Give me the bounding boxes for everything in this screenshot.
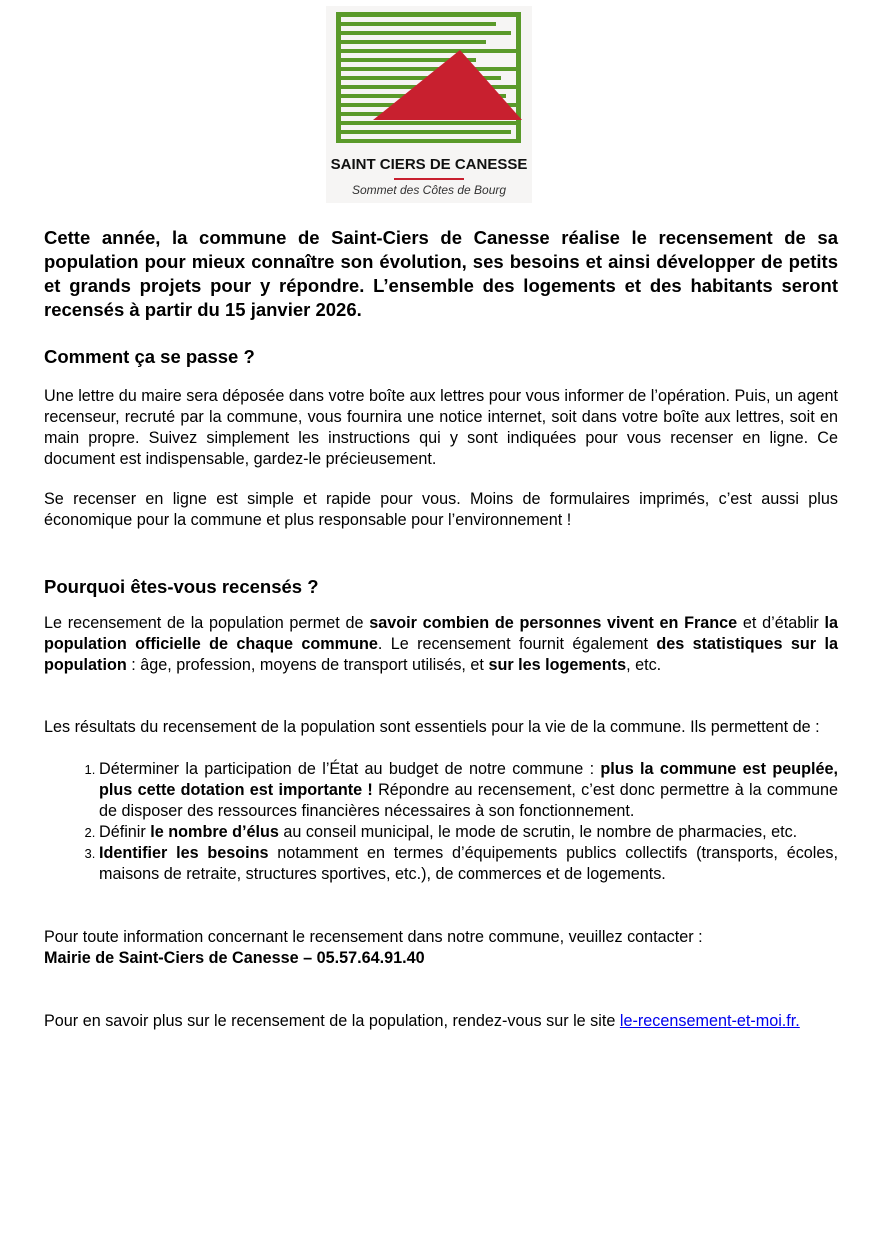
bold-span: sur les logements: [488, 656, 627, 674]
logo-commune-name: SAINT CIERS DE CANESSE: [330, 156, 528, 173]
heading-comment: Comment ça se passe ?: [44, 346, 255, 367]
logo-subtitle: Sommet des Côtes de Bourg: [351, 183, 507, 197]
text-span: , etc.: [626, 656, 662, 674]
logo-emblem: [326, 6, 532, 156]
text-span: : âge, profession, moyens de transport utilisés, et: [126, 656, 489, 674]
paragraph-contact: [44, 927, 838, 969]
bold-span: des statistiques sur la population: [44, 635, 838, 674]
paragraph-lettre: Une lettre du maire sera déposée dans votre boîte aux lettres pour vous informer de l’opération. Puis, un agent recenseur, recruté par la commune, vous fournira une notice internet, soit dans votre boîte aux lettres, soit en main propre. Suivez simplement les instructions qui y sont indiquées pour vous recenser en ligne. Ce document est indispensable, gardez-le précieusement.: [44, 387, 838, 468]
logo-underline: [394, 178, 464, 180]
text-span: Répondre au recensement, c’est donc permettre à la commune de disposer des ressources financières nécessaires à son fonctionnement.: [99, 781, 838, 820]
bold-span: la population officielle de chaque commune: [44, 614, 838, 653]
list-item: [99, 759, 838, 822]
text-span: au conseil municipal, le mode de scrutin, le nombre de pharmacies, etc.: [278, 823, 798, 841]
benefits-list: [44, 759, 838, 885]
intro-paragraph: Cette année, la commune de Saint-Ciers de Canesse réalise le recensement de sa population pour mieux connaître son évolution, ses besoins et ainsi développer de petits et grands projets pour y répondre. L’ensemble des logements et des habitants seront recensés à partir du 15 janvier 2026.: [44, 227, 838, 320]
text-span: et d’établir: [737, 614, 825, 632]
text-span: notamment en termes d’équipements publics collectifs (transports, écoles, maisons de retraite, structures sportives, etc.), de commerces et de logements.: [99, 844, 838, 883]
list-item: [99, 822, 838, 843]
text-span: Définir: [99, 823, 151, 841]
commune-logo: [326, 6, 532, 203]
document-body: [44, 226, 838, 1032]
list-item: [99, 843, 838, 885]
paragraph-resultats: Les résultats du recensement de la population sont essentiels pour la vie de la commune. Ils permettent de :: [44, 718, 820, 736]
paragraph-site: [44, 1011, 838, 1032]
heading-pourquoi: Pourquoi êtes-vous recensés ?: [44, 576, 319, 597]
text-span: . Le recensement fournit également: [377, 635, 657, 653]
paragraph-en-ligne: Se recenser en ligne est simple et rapide pour vous. Moins de formulaires imprimés, c’est aussi plus économique pour la commune et plus responsable pour l’environnement !: [44, 490, 838, 529]
bold-span: Identifier les besoins: [99, 844, 269, 862]
text-span: Déterminer la participation de l’État au budget de notre commune :: [99, 760, 601, 778]
text-span: Pour toute information concernant le recensement dans notre commune, veuillez contacter :: [44, 928, 703, 946]
recensement-link[interactable]: le-recensement-et-moi.fr.: [619, 1012, 800, 1030]
bold-span: le nombre d’élus: [150, 823, 279, 841]
bold-span: savoir combien de personnes vivent en France: [369, 614, 738, 632]
text-span: Le recensement de la population permet de: [44, 614, 370, 632]
text-span: Pour en savoir plus sur le recensement de la population, rendez-vous sur le site: [44, 1012, 620, 1030]
bold-span: plus la commune est peuplée, plus cette dotation est importante !: [99, 760, 838, 799]
paragraph-recensement-permet: [44, 613, 838, 676]
mairie-contact: Mairie de Saint-Ciers de Canesse – 05.57.64.91.40: [44, 949, 425, 967]
